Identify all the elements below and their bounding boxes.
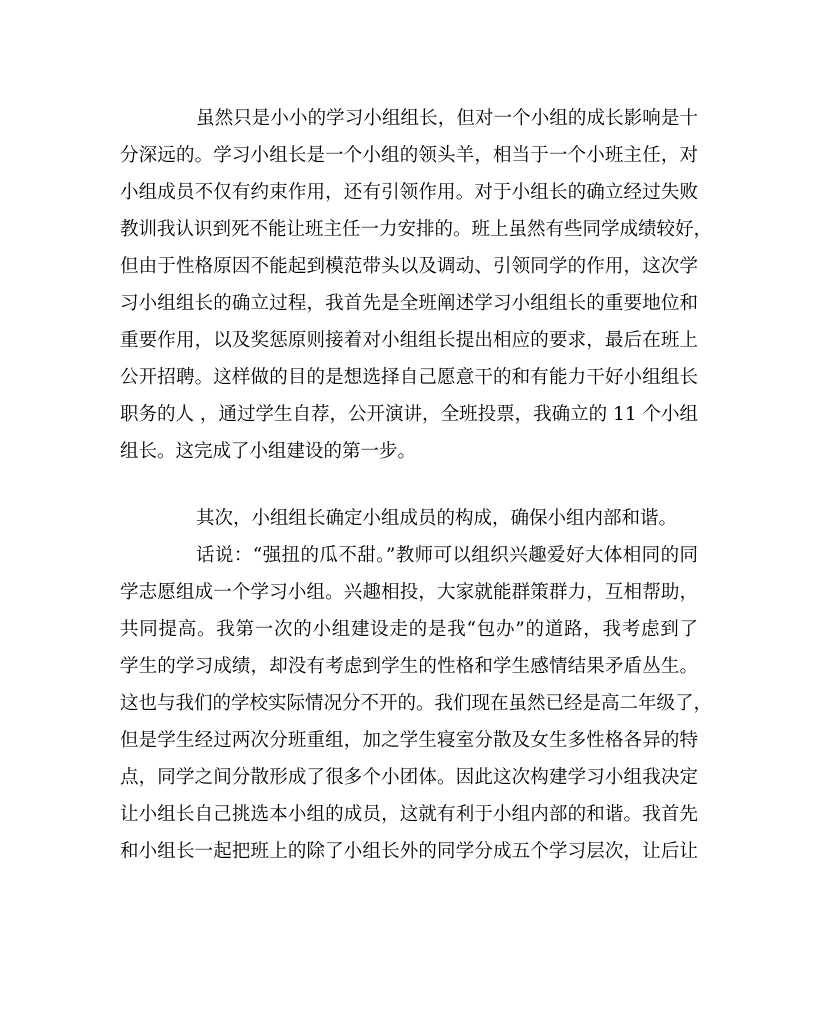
- paragraph-1-line-7: 重要作用，以及奖惩原则接着对小组组长提出相应的要求，最后在班上: [120, 330, 698, 351]
- paragraph-3-line-7: 点，同学之间分散形成了很多个小团体。因此这次构建学习小组我决定: [120, 767, 698, 788]
- paragraph-1-line-1: 虽然只是小小的学习小组组长，但对一个小组的成长影响是十: [196, 108, 698, 129]
- paragraph-3-line-4: 学生的学习成绩，却没有考虑到学生的性格和学生感情结果矛盾丛生。: [120, 656, 698, 677]
- paragraph-1-line-10: 组长。这完成了小组建设的第一步。: [120, 441, 417, 462]
- paragraph-1-line-4: 教训我认识到死不能让班主任一力安排的。班上虽然有些同学成绩较好，: [120, 219, 713, 240]
- paragraph-1-line-3: 小组成员不仅有约束作用，还有引领作用。对于小组长的确立经过失败: [120, 182, 698, 203]
- paragraph-3-line-9: 和小组长一起把班上的除了小组长外的同学分成五个学习层次，让后让: [120, 841, 698, 862]
- paragraph-1-line-2: 分深远的。学习小组长是一个小组的领头羊，相当于一个小班主任，对: [120, 145, 698, 166]
- paragraph-3-line-1: 话说：“强扭的瓜不甜。”教师可以组织兴趣爱好大体相同的同: [196, 545, 698, 566]
- paragraph-3-line-5: 这也与我们的学校实际情况分不开的。我们现在虽然已经是高二年级了，: [120, 693, 713, 714]
- paragraph-3-line-6: 但是学生经过两次分班重组，加之学生寝室分散及女生多性格各异的特: [120, 730, 698, 751]
- paragraph-3-line-2: 学志愿组成一个学习小组。兴趣相投，大家就能群策群力，互相帮助，: [120, 582, 698, 603]
- paragraph-1-line-6: 习小组组长的确立过程，我首先是全班阐述学习小组组长的重要地位和: [120, 293, 698, 314]
- paragraph-1-line-9: 职务的人 ，通过学生自荐，公开演讲，全班投票，我确立的 11 个小组: [120, 404, 698, 425]
- paragraph-1-line-8: 公开招聘。这样做的目的是想选择自己愿意干的和有能力干好小组组长: [120, 367, 698, 388]
- paragraph-2-heading: 其次，小组组长确定小组成员的构成，确保小组内部和谐。: [196, 508, 678, 529]
- paragraph-3-line-8: 让小组长自己挑选本小组的成员，这就有利于小组内部的和谐。我首先: [120, 804, 698, 825]
- paragraph-3-line-3: 共同提高。我第一次的小组建设走的是我“包办”的道路，我考虑到了: [120, 619, 698, 640]
- paragraph-1-line-5: 但由于性格原因不能起到模范带头以及调动、引领同学的作用，这次学: [120, 256, 698, 277]
